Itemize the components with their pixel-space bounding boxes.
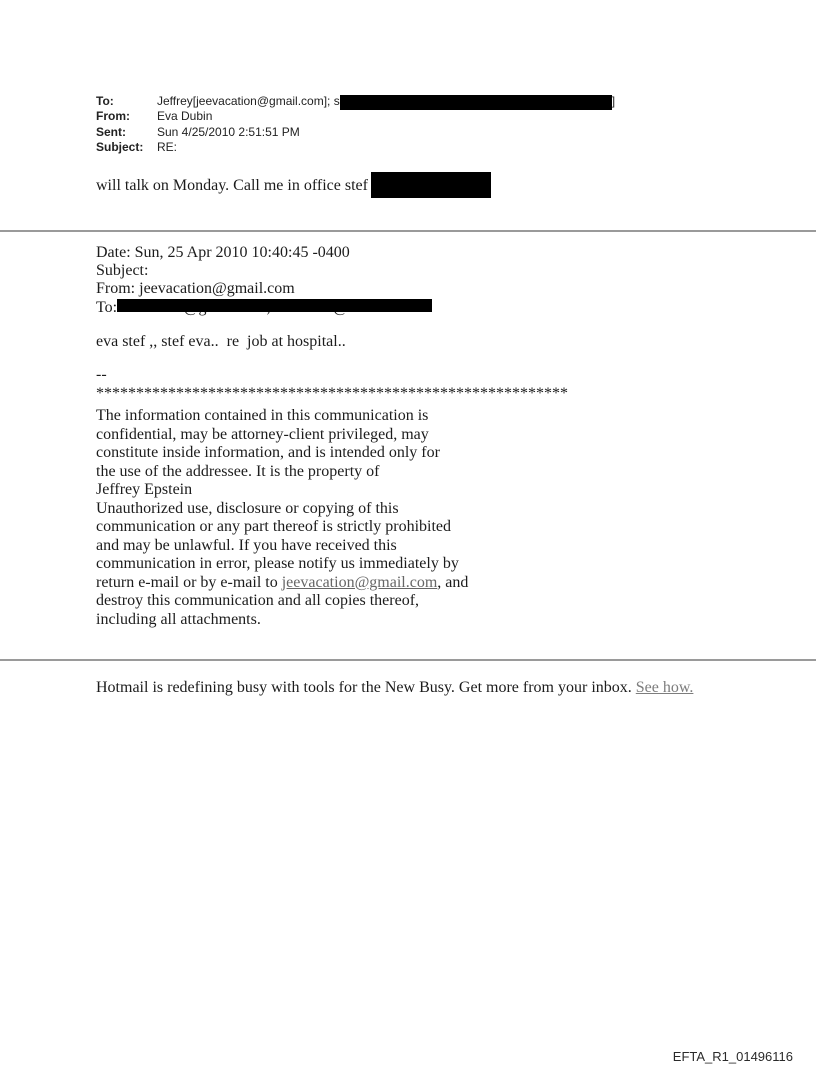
quoted-date-line: Date: Sun, 25 Apr 2010 10:40:45 -0400 [96,244,350,261]
disclaimer-link-suffix: , and [437,573,469,591]
redacted-recipients [120,299,428,317]
subject-value: RE: [157,140,178,155]
see-how-link[interactable]: See how. [635,679,694,696]
subject-label: Subject: [96,140,144,155]
email-header [96,94,615,156]
header-subject-row [96,140,615,155]
hotmail-promo-line [96,679,693,697]
to-label: To: [96,94,114,108]
disclaimer-line: and may be unlawful. If you have received this [96,536,397,554]
sent-label: Sent: [96,124,126,139]
disclaimer-line: Unauthorized use, disclosure or copying of this [96,499,399,517]
header-from-row [96,109,615,124]
signature-dashes: -- [96,366,107,383]
disclaimer-line: The information contained in this communication is [96,407,429,424]
header-to-row [96,94,615,109]
disclaimer-line: destroy this communication and all copies thereof, [96,592,420,609]
disclaimer-line: constitute inside information, and is intended only for [96,444,440,461]
email-address-link[interactable]: jeevacation@gmail.com [281,573,438,591]
from-label: From: [96,109,130,124]
from-value: Eva Dubin [157,109,213,124]
disclaimer-line: including all attachments. [96,610,261,628]
quoted-message-headers [96,244,428,317]
confidentiality-disclaimer [96,407,468,629]
quoted-to-line [96,299,428,317]
bates-number: EFTA_R1_01496116 [672,1049,793,1064]
asterisk-separator: *********************************************************** [96,385,568,402]
quoted-to-label: To: [96,298,118,316]
hotmail-promo-text: Hotmail is redefining busy with tools for the New Busy. Get more from your inbox. [96,679,636,696]
disclaimer-line: Jeffrey Epstein [96,481,193,498]
redaction-bar [371,172,491,198]
quoted-from-line: From: jeevacation@gmail.com [96,280,295,298]
horizontal-divider [0,230,816,232]
quoted-subject-line: Subject: [96,262,149,280]
to-suffix: ] [611,94,616,108]
disclaimer-line: the use of the addressee. It is the property of [96,462,380,480]
disclaimer-link-line [96,574,468,593]
redaction-bar [340,95,612,110]
disclaimer-line: communication or any part thereof is strictly prohibited [96,518,452,535]
quoted-message-text: eva stef ,, stef eva.. re job at hospital.. [96,333,346,350]
horizontal-divider [0,659,816,661]
message-body-line [96,172,491,198]
disclaimer-line: confidential, may be attorney-client privileged, may [96,425,429,443]
sent-value: Sun 4/25/2010 2:51:51 PM [157,124,300,139]
message-text: will talk on Monday. Call me in office stef [96,177,368,194]
redaction-bar [117,299,432,312]
to-value: Jeffrey[jeevacation@gmail.com]; s [157,94,340,108]
disclaimer-link-prefix: return e-mail or by e-mail to [96,573,282,591]
disclaimer-line: communication in error, please notify us immediately by [96,555,459,572]
header-sent-row [96,125,615,140]
